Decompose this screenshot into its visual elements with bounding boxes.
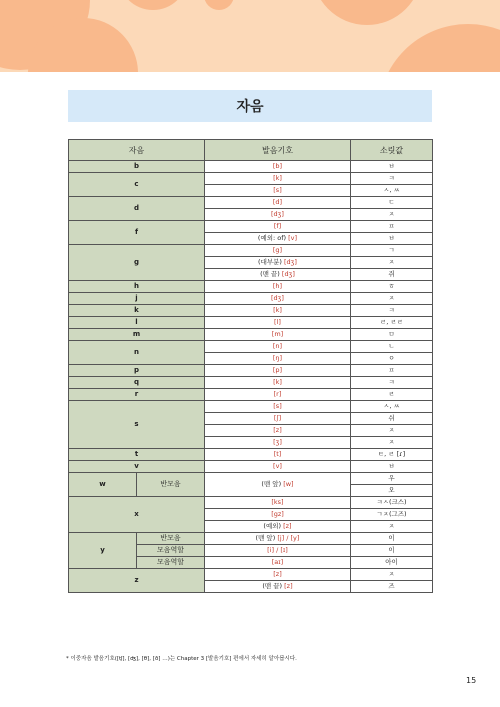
- sound-cell: ㄱ: [351, 245, 433, 257]
- phonetic-cell: [t]: [205, 449, 351, 461]
- sub-category-cell: 모음역할: [137, 557, 205, 569]
- sound-cell: ㅈ: [351, 257, 433, 269]
- letter-cell: r: [69, 389, 205, 401]
- phonetic-cell: [k]: [205, 173, 351, 185]
- header-letter: 자음: [69, 140, 205, 161]
- sound-cell: ㅅ, ㅆ: [351, 401, 433, 413]
- letter-cell: v: [69, 461, 205, 473]
- phonetic-cell: (대부분) [dʒ]: [205, 257, 351, 269]
- phonetic-cell: [z]: [205, 569, 351, 581]
- letter-cell: c: [69, 173, 205, 197]
- phonetic-cell: (맨 앞) [w]: [205, 473, 351, 497]
- letter-cell: k: [69, 305, 205, 317]
- letter-cell: d: [69, 197, 205, 221]
- phonetic-cell: (맨 끝) [z]: [205, 581, 351, 593]
- section-title: 자음: [68, 90, 432, 122]
- footnote: * 이중자음 발음기호([ʧ], [ʤ], [θ], [ð] …)는 Chapter 3 [발음기호] 편에서 자세히 알아봅시다.: [66, 656, 297, 662]
- sound-cell: ㅎ: [351, 281, 433, 293]
- sub-category-cell: 반모음: [137, 533, 205, 545]
- sound-cell: 이: [351, 545, 433, 557]
- header-phonetic: 발음기호: [205, 140, 351, 161]
- sound-cell: ㅂ: [351, 233, 433, 245]
- sound-cell: ㅌ, ㄹ [ɾ]: [351, 449, 433, 461]
- page-number: 15: [466, 676, 477, 685]
- phonetic-cell: [s]: [205, 185, 351, 197]
- sound-cell: ㅈ: [351, 521, 433, 533]
- phonetic-cell: [ʃ]: [205, 413, 351, 425]
- phonetic-cell: [d]: [205, 197, 351, 209]
- sound-cell: ㅈ: [351, 425, 433, 437]
- letter-cell: z: [69, 569, 205, 593]
- phonetic-cell: [ʒ]: [205, 437, 351, 449]
- letter-cell: h: [69, 281, 205, 293]
- sound-cell: ㅈ: [351, 437, 433, 449]
- consonant-table: [68, 139, 433, 593]
- sound-cell: ㅂ: [351, 461, 433, 473]
- sound-cell: ㅍ: [351, 365, 433, 377]
- sound-cell: 즈: [351, 581, 433, 593]
- sound-cell: ㅅ, ㅆ: [351, 185, 433, 197]
- header-banner: [0, 0, 500, 72]
- phonetic-cell: (예외: of) [v]: [205, 233, 351, 245]
- phonetic-cell: [b]: [205, 161, 351, 173]
- decor-circle: [204, 0, 234, 10]
- letter-cell: b: [69, 161, 205, 173]
- sound-cell: ㄹ, ㄹㄹ: [351, 317, 433, 329]
- phonetic-cell: (맨 앞) [j] / [y]: [205, 533, 351, 545]
- letter-cell: j: [69, 293, 205, 305]
- letter-cell: g: [69, 245, 205, 281]
- sound-cell: ㅋ: [351, 377, 433, 389]
- sound-cell: ㅈ: [351, 569, 433, 581]
- letter-cell: f: [69, 221, 205, 245]
- phonetic-cell: [z]: [205, 425, 351, 437]
- phonetic-cell: [ŋ]: [205, 353, 351, 365]
- sound-cell: ㄴ: [351, 341, 433, 353]
- phonetic-cell: [p]: [205, 365, 351, 377]
- letter-cell: t: [69, 449, 205, 461]
- phonetic-cell: [f]: [205, 221, 351, 233]
- sound-cell: 아이: [351, 557, 433, 569]
- phonetic-cell: [dʒ]: [205, 209, 351, 221]
- phonetic-cell: [g]: [205, 245, 351, 257]
- sound-cell: 이: [351, 533, 433, 545]
- phonetic-cell: [m]: [205, 329, 351, 341]
- phonetic-cell: [k]: [205, 377, 351, 389]
- letter-cell: n: [69, 341, 205, 365]
- sound-cell: ㅋ: [351, 305, 433, 317]
- sound-cell: ㄹ: [351, 389, 433, 401]
- sound-cell: 쉬: [351, 413, 433, 425]
- phonetic-cell: [v]: [205, 461, 351, 473]
- phonetic-cell: [aɪ]: [205, 557, 351, 569]
- letter-cell: p: [69, 365, 205, 377]
- decor-circle: [312, 0, 422, 25]
- sub-category-cell: 반모음: [137, 473, 205, 497]
- phonetic-cell: [l]: [205, 317, 351, 329]
- sound-cell: ㅁ: [351, 329, 433, 341]
- header-sound: 소릿값: [351, 140, 433, 161]
- phonetic-cell: [gz]: [205, 509, 351, 521]
- decor-circle: [378, 24, 500, 72]
- sound-cell: 우: [351, 473, 433, 485]
- letter-cell: y: [69, 533, 137, 569]
- phonetic-cell: [dʒ]: [205, 293, 351, 305]
- sound-cell: ㅇ: [351, 353, 433, 365]
- sound-cell: ㅋ: [351, 173, 433, 185]
- phonetic-cell: [s]: [205, 401, 351, 413]
- phonetic-cell: [i] / [ɪ]: [205, 545, 351, 557]
- phonetic-cell: (예외) [z]: [205, 521, 351, 533]
- sound-cell: ㅍ: [351, 221, 433, 233]
- phonetic-cell: [k]: [205, 305, 351, 317]
- sound-cell: ㅋㅅ(크스): [351, 497, 433, 509]
- sound-cell: 오: [351, 485, 433, 497]
- sub-category-cell: 모음역할: [137, 545, 205, 557]
- sound-cell: ㅂ: [351, 161, 433, 173]
- letter-cell: l: [69, 317, 205, 329]
- phonetic-cell: [ks]: [205, 497, 351, 509]
- letter-cell: s: [69, 401, 205, 449]
- sound-cell: ㅈ: [351, 209, 433, 221]
- letter-cell: q: [69, 377, 205, 389]
- phonetic-cell: [r]: [205, 389, 351, 401]
- sound-cell: ㄷ: [351, 197, 433, 209]
- phonetic-cell: [h]: [205, 281, 351, 293]
- letter-cell: w: [69, 473, 137, 497]
- phonetic-cell: [n]: [205, 341, 351, 353]
- sound-cell: 쥐: [351, 269, 433, 281]
- decor-circle: [118, 0, 188, 10]
- letter-cell: m: [69, 329, 205, 341]
- sound-cell: ㅈ: [351, 293, 433, 305]
- sound-cell: ㄱㅈ(그즈): [351, 509, 433, 521]
- letter-cell: x: [69, 497, 205, 533]
- phonetic-cell: (맨 끝) [dʒ]: [205, 269, 351, 281]
